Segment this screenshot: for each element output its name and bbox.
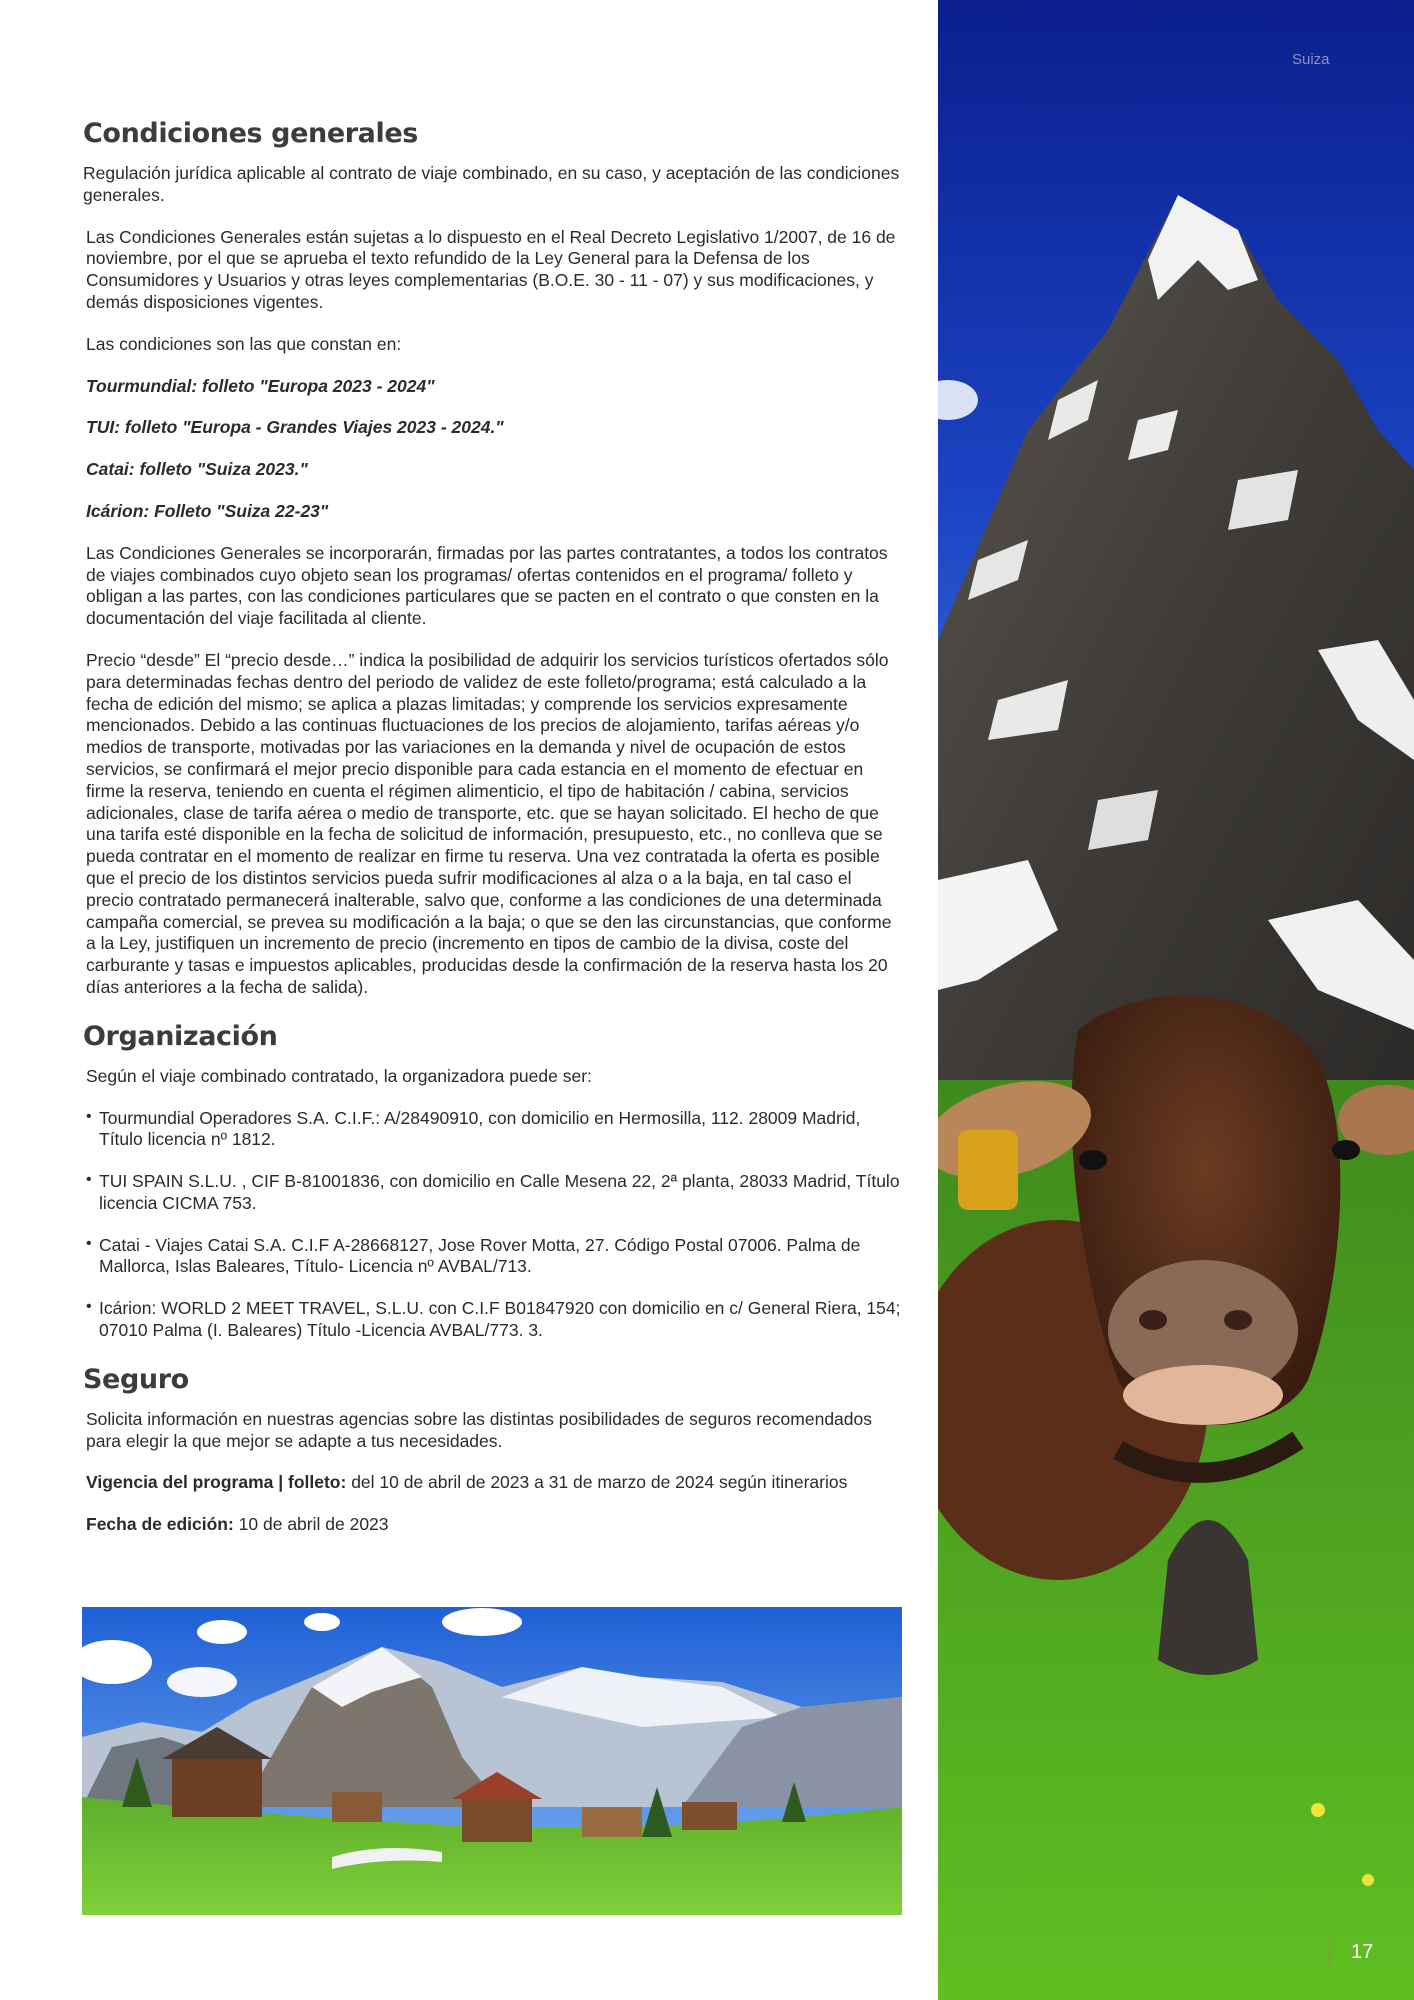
vigencia-line xyxy=(83,1472,903,1494)
organizacion-intro: Según el viaje combinado contratado, la organizadora puede ser: xyxy=(86,1065,592,1086)
organizer-text: Tourmundial Operadores S.A. C.I.F.: A/28490910, con domicilio en Hermosilla, 112. 28009 Madrid, Título licencia nº 1812. xyxy=(99,1107,861,1150)
organizer-text: Catai - Viajes Catai S.A. C.I.F A-28668127, Jose Rover Motta, 27. Código Postal 07006. Palma de Mallorca, Islas Baleares, Título- Licencia nº AVBAL/713. xyxy=(99,1234,861,1277)
condiciones-paragraph-2: Las condiciones son las que constan en: xyxy=(86,333,402,354)
fecha-value: 10 de abril de 2023 xyxy=(233,1514,389,1535)
matterhorn-cow-photo xyxy=(938,0,1414,2000)
organizer-list-item xyxy=(83,1171,903,1215)
organizer-list-item xyxy=(83,1298,903,1342)
bullet: • xyxy=(86,1107,92,1125)
bullet: • xyxy=(86,1234,92,1252)
seguro-paragraph: Solicita información en nuestras agencias sobre las distintas posibilidades de seguros recomendados para elegir la que mejor se adapte a tus necesidades. xyxy=(86,1408,873,1451)
condiciones-intro: Regulación jurídica aplicable al contrato de viaje combinado, en su caso, y aceptación de las condiciones generales. xyxy=(83,163,900,205)
alpine-village-photo xyxy=(82,1607,902,1915)
organizer-text: TUI SPAIN S.L.U. , CIF B-81001836, con domicilio en Calle Mesena 22, 2ª planta, 28033 Madrid, Título licencia CICMA 753. xyxy=(99,1171,900,1213)
organizer-list-item xyxy=(83,1108,903,1152)
precio-desde-paragraph: Precio “desde” El “precio desde…” indica la posibilidad de adquirir los servicios turísticos ofertados sólo para determinadas fechas dentro del periodo de validez de este folleto/programa; está calculado a la fecha de edición del mismo; se aplica a plazas limitadas; y comprende los servicios expresamente mencionados. Debido a las continuas fluctuaciones de los precios de alojamiento, tarifas aéreas y/o medios de transporte, motivadas por las variaciones en la demanda y nivel de ocupación de estos servicios, se confirmará el mejor precio disponible para cada estancia en el momento de efectuar en firme la reserva, teniendo en cuenta el régimen alimenticio, el tipo de habitación / cabina, servicios adicionales, clase de tarifa aérea o medio de transporte, etc. que se hayan solicitado. El hecho de que una tarifa esté disponible en la fecha de solicitud de información, presupuesto, etc., no conlleva que se pueda contratar en el momento de realizar en firme tu reserva. Una vez contratada la oferta es posible que el precio de los distintos servicios pueda sufrir modificaciones al alza o a la baja, en tal caso el precio contratado permanecerá inalterable, salvo que, conforme a las condiciones de una determinada campaña comercial, se prevea su modificación a la baja; o que se den las circunstancias, que conforme a la Ley, justifiquen un incremento de precio (incremento en tipos de cambio de la divisa, coste del carburante y tasas e impuestos aplicables, producidas desde la confirmación de la reserva hasta los 20 días anteriores a la fecha de salida). xyxy=(86,649,892,997)
heading-seguro: Seguro xyxy=(83,1363,189,1395)
condiciones-paragraph-3: Las Condiciones Generales se incorporarán, firmadas por las partes contratantes, a todos los contratos de viajes combinados cuyo objeto sean los programas/ ofertas contenidos en el programa/ folleto y obligan a las partes, con las condiciones particulares que se pacten en el contrato o que consten en la documentación del viaje facilitada al cliente. xyxy=(86,542,888,629)
fecha-edicion-line xyxy=(83,1514,903,1536)
organizer-list-item xyxy=(83,1235,903,1279)
section-tag: Suiza xyxy=(1292,51,1330,68)
brochure-item: TUI: folleto "Europa - Grandes Viajes 2023 - 2024." xyxy=(86,417,504,438)
vigencia-value: del 10 de abril de 2023 a 31 de marzo de 2024 según itinerarios xyxy=(346,1472,848,1493)
brochure-item: Icárion: Folleto "Suiza 22-23" xyxy=(86,500,329,521)
brochure-item: Catai: folleto "Suiza 2023." xyxy=(86,459,308,480)
bullet: • xyxy=(86,1298,92,1316)
page-number: 17 xyxy=(1328,1937,1373,1967)
bullet: • xyxy=(86,1171,92,1189)
heading-organizacion: Organización xyxy=(83,1020,278,1052)
vigencia-label: Vigencia del programa | folleto: xyxy=(86,1472,347,1493)
condiciones-paragraph-1: Las Condiciones Generales están sujetas a lo dispuesto en el Real Decreto Legislativo 1/2007, de 16 de noviembre, por el que se aprueba el texto refundido de la Ley General para la Defensa de los Consumidores y Usuarios y otras leyes complementarias (B.O.E. 30 - 11 - 07) y sus modificaciones, y demás disposiciones vigentes. xyxy=(86,226,896,312)
main-content xyxy=(83,118,903,1536)
fecha-label: Fecha de edición: xyxy=(86,1514,234,1535)
heading-condiciones: Condiciones generales xyxy=(83,118,418,149)
organizer-text: Icárion: WORLD 2 MEET TRAVEL, S.L.U. con C.I.F B01847920 con domicilio en c/ General Riera, 154; 07010 Palma (I. Baleares) Título -Licencia AVBAL/773. 3. xyxy=(99,1298,901,1341)
brochure-item: Tourmundial: folleto "Europa 2023 - 2024" xyxy=(86,375,435,396)
